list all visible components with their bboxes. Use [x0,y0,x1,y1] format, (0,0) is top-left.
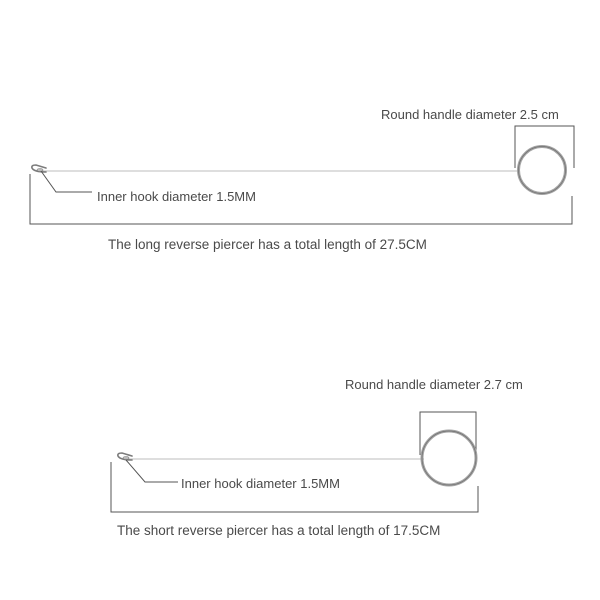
long-hook-label: Inner hook diameter 1.5MM [97,189,256,204]
short-handle-dimension-bracket [420,412,476,455]
short-piercer-group [111,377,523,538]
short-hook-leader [126,460,178,482]
long-hook-leader [41,171,92,192]
long-piercer-group [30,107,574,252]
long-handle-label: Round handle diameter 2.5 cm [381,107,559,122]
short-hook-label: Inner hook diameter 1.5MM [181,476,340,491]
short-handle-label: Round handle diameter 2.7 cm [345,377,523,392]
short-length-caption: The short reverse piercer has a total length of 17.5CM [117,523,441,538]
long-length-caption: The long reverse piercer has a total length of 27.5CM [108,237,427,252]
